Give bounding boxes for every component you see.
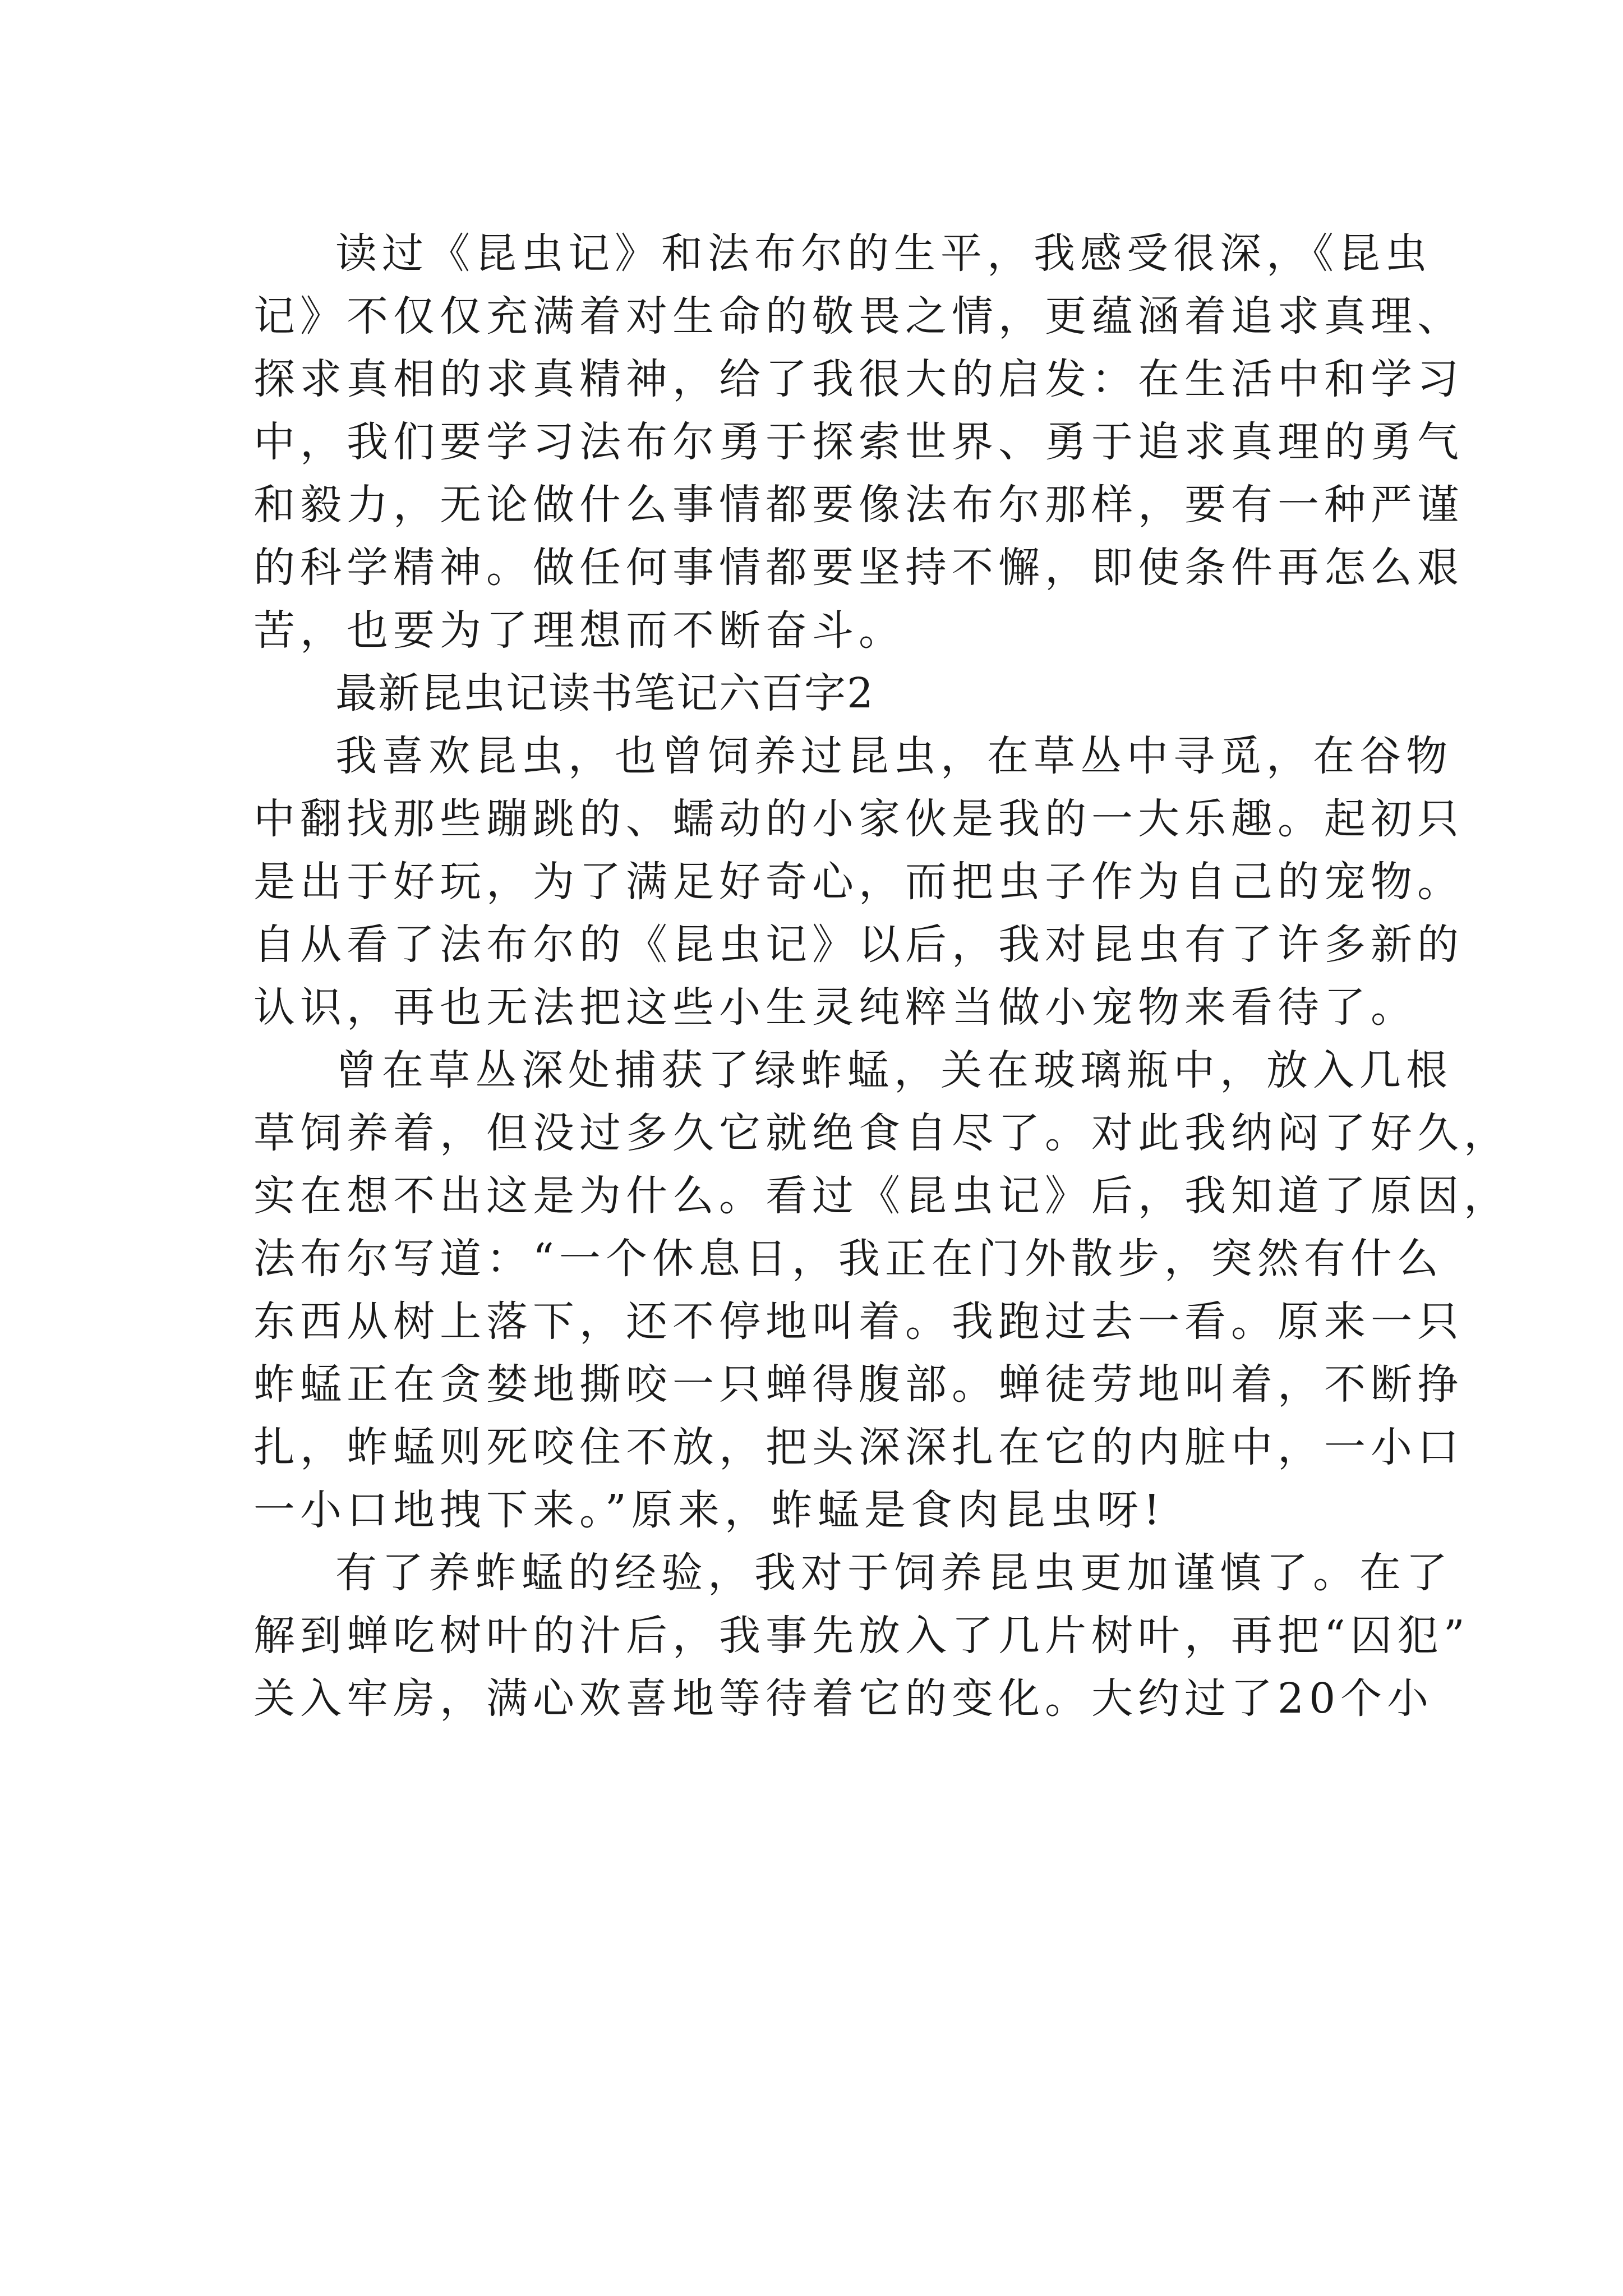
paragraph-3-line-1: 曾在草丛深处捕获了绿蚱蜢，关在玻璃瓶中，放入几根 [335,1046,1453,1094]
paragraph-4-line-3: 关入牢房，满心欢喜地等待着它的变化。大约过了20个小 [253,1674,1434,1723]
paragraph-1-line-1: 读过《昆虫记》和法布尔的生平，我感受很深，《昆虫 [335,229,1432,278]
paragraph-2-line-4: 自从看了法布尔的《昆虫记》以后，我对昆虫有了许多新的 [253,921,1464,969]
paragraph-3-line-5: 东西从树上落下，还不停地叫着。我跑过去一看。原来一只 [253,1297,1464,1346]
paragraph-4-line-2: 解到蝉吃树叶的汁后，我事先放入了几片树叶，再把“囚犯” [253,1612,1470,1660]
paragraph-2-line-3: 是出于好玩，为了满足好奇心，而把虫子作为自己的宠物。 [253,858,1464,906]
paragraph-1-line-7: 苦，也要为了理想而不断奋斗。 [253,606,905,655]
paragraph-3-line-7: 扎，蚱蜢则死咬住不放，把头深深扎在它的内脏中，一小口 [253,1423,1464,1471]
paragraph-3-line-4: 法布尔写道：“一个休息日，我正在门外散步，突然有什么 [253,1235,1444,1283]
paragraph-1-line-3: 探求真相的求真精神，给了我很大的启发：在生活中和学习 [253,355,1464,403]
paragraph-3-line-2: 草饲养着，但没过多久它就绝食自尽了。对此我纳闷了好久， [253,1109,1510,1157]
paragraph-2-line-1: 我喜欢昆虫，也曾饲养过昆虫，在草丛中寻觅，在谷物 [335,732,1453,780]
paragraph-1-line-4: 中，我们要学习法布尔勇于探索世界、勇于追求真理的勇气 [253,418,1464,466]
paragraph-3-line-8: 一小口地拽下来。”原来，蚱蜢是食肉昆虫呀! [253,1486,1165,1534]
section-heading: 最新昆虫记读书笔记六百字2 [335,669,875,717]
paragraph-4-line-1: 有了养蚱蜢的经验，我对于饲养昆虫更加谨慎了。在了 [335,1549,1453,1597]
paragraph-1-line-2: 记》不仅仅充满着对生命的敬畏之情，更蕴涵着追求真理、 [253,292,1464,341]
paragraph-3-line-3: 实在想不出这是为什么。看过《昆虫记》后，我知道了原因， [253,1172,1510,1220]
paragraph-1-line-6: 的科学精神。做任何事情都要坚持不懈，即使条件再怎么艰 [253,544,1464,592]
paragraph-1-line-5: 和毅力，无论做什么事情都要像法布尔那样，要有一种严谨 [253,481,1464,529]
paragraph-2-line-2: 中翻找那些蹦跳的、蠕动的小家伙是我的一大乐趣。起初只 [253,795,1464,843]
paragraph-2-line-5: 认识，再也无法把这些小生灵纯粹当做小宠物来看待了。 [253,983,1417,1032]
paragraph-3-line-6: 蚱蜢正在贪婪地撕咬一只蝉得腹部。蝉徒劳地叫着，不断挣 [253,1360,1464,1409]
